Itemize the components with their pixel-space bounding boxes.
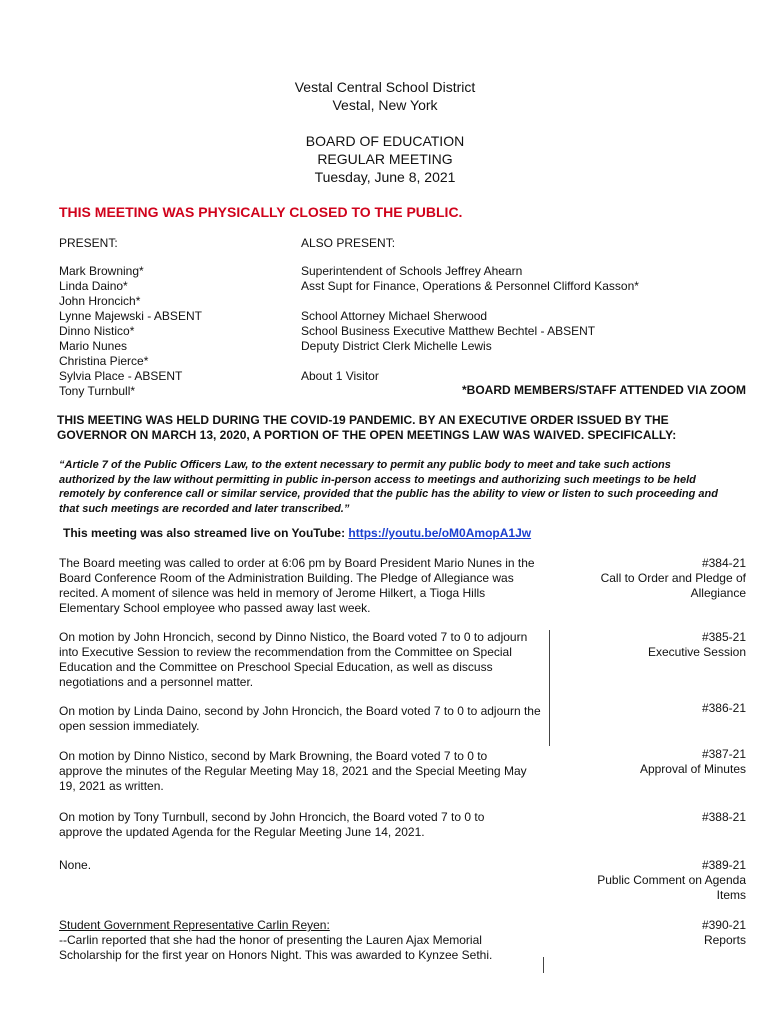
minutes-entry-label: Approval of Minutes: [639, 762, 746, 776]
present-member: Mario Nunes: [59, 339, 128, 353]
present-member: Sylvia Place - ABSENT: [59, 369, 183, 383]
executive-order-quote: “Article 7 of the Public Officers Law, to the extent necessary to permit any public body to meet and take such actions authorized by the law without permitting in public in-person access to meetings and authorizing such meetings to be held remotely by conference call or similar service, provided that the public has the ability to view or listen to such proceeding and that such meetings are recorded and later transcribed.”: [59, 459, 718, 515]
minutes-entry-label: Public Comment on Agenda Items: [597, 873, 746, 902]
minutes-entry-number: #388-21: [701, 810, 746, 824]
minutes-entry-number: #390-21: [701, 918, 746, 932]
district-name: Vestal Central School District: [294, 79, 476, 95]
closed-notice: THIS MEETING WAS PHYSICALLY CLOSED TO THE PUBLIC.: [59, 204, 463, 220]
zoom-note: *BOARD MEMBERS/STAFF ATTENDED VIA ZOOM: [462, 383, 746, 397]
minutes-entry-number: #385-21: [701, 630, 746, 644]
report-heading: Student Government Representative Carlin Reyen:: [59, 918, 330, 932]
also-present-item: School Attorney Michael Sherwood: [301, 309, 488, 323]
minutes-entry-label: Call to Order and Pledge of Allegiance: [600, 571, 746, 600]
minutes-entry-number: #387-21: [701, 747, 746, 761]
present-member: Christina Pierce*: [59, 354, 149, 368]
minutes-entry-label: Executive Session: [647, 645, 746, 659]
meeting-date: Tuesday, June 8, 2021: [314, 169, 456, 185]
youtube-link[interactable]: https://youtu.be/oM0AmopA1Jw: [348, 526, 532, 540]
meeting-type: REGULAR MEETING: [317, 151, 453, 167]
district-location: Vestal, New York: [332, 97, 438, 113]
also-present-item: Superintendent of Schools Jeffrey Ahearn: [301, 264, 523, 278]
minutes-entry-number: #386-21: [701, 701, 746, 715]
present-member: Tony Turnbull*: [59, 384, 136, 398]
also-present-item: Asst Supt for Finance, Operations & Personnel Clifford Kasson*: [301, 279, 639, 293]
minutes-entry-text: --Carlin reported that she had the honor of presenting the Lauren Ajax Memorial Scholarship for the first year on Honors Night. This was awarded to Kynzee Sethi.: [59, 933, 493, 962]
also-present-label: ALSO PRESENT:: [301, 236, 396, 250]
minutes-entry-number: #384-21: [701, 556, 746, 570]
minutes-entry-text: On motion by John Hroncich, second by Dinno Nistico, the Board voted 7 to 0 to adjourn into Executive Session to review the recommendation from the Committee on Special Education and the Committee on Preschool Special Education, as well as discuss negotiations and a personnel matter.: [59, 630, 528, 689]
also-present-item: About 1 Visitor: [301, 369, 379, 383]
minutes-entry-text: On motion by Tony Turnbull, second by John Hroncich, the Board voted 7 to 0 to approve the updated Agenda for the Regular Meeting June 14, 2021.: [59, 810, 485, 839]
present-label: PRESENT:: [59, 236, 118, 250]
present-member: Dinno Nistico*: [59, 324, 135, 338]
minutes-entry-text: On motion by Linda Daino, second by John Hroncich, the Board voted 7 to 0 to adjourn the open session immediately.: [59, 704, 541, 733]
minutes-entry-label: Reports: [703, 933, 746, 947]
column-divider-lower: [543, 957, 544, 973]
column-divider: [549, 630, 550, 746]
also-present-item: School Business Executive Matthew Bechtel - ABSENT: [301, 324, 596, 338]
present-member: John Hroncich*: [59, 294, 141, 308]
board-title: BOARD OF EDUCATION: [305, 133, 465, 149]
minutes-entry-text: On motion by Dinno Nistico, second by Mark Browning, the Board voted 7 to 0 to approve the minutes of the Regular Meeting May 18, 2021 and the Special Meeting May 19, 2021 as written.: [59, 749, 527, 793]
covid-notice: THIS MEETING WAS HELD DURING THE COVID-19 PANDEMIC. BY AN EXECUTIVE ORDER ISSUED BY THE GOVERNOR ON MARCH 13, 2020, A PORTION OF THE OPEN MEETINGS LAW WAS WAIVED. SPECIFICALLY:: [57, 413, 677, 442]
present-member: Linda Daino*: [59, 279, 128, 293]
minutes-entry-text: None.: [59, 858, 92, 872]
stream-line: [63, 526, 531, 541]
present-member: Lynne Majewski - ABSENT: [59, 309, 202, 323]
present-member: Mark Browning*: [59, 264, 144, 278]
minutes-entry-number: #389-21: [701, 858, 746, 872]
also-present-item: Deputy District Clerk Michelle Lewis: [301, 339, 492, 353]
present-list: [59, 264, 202, 399]
minutes-entry-text: The Board meeting was called to order at 6:06 pm by Board President Mario Nunes in the Board Conference Room of the Administration Building. The Pledge of Allegiance was recited. A moment of silence was held in memory of Jerome Hilkert, a Tioga Hills Elementary School employee who passed away last week.: [59, 556, 535, 615]
stream-text: This meeting was also streamed live on YouTube:: [63, 526, 349, 540]
